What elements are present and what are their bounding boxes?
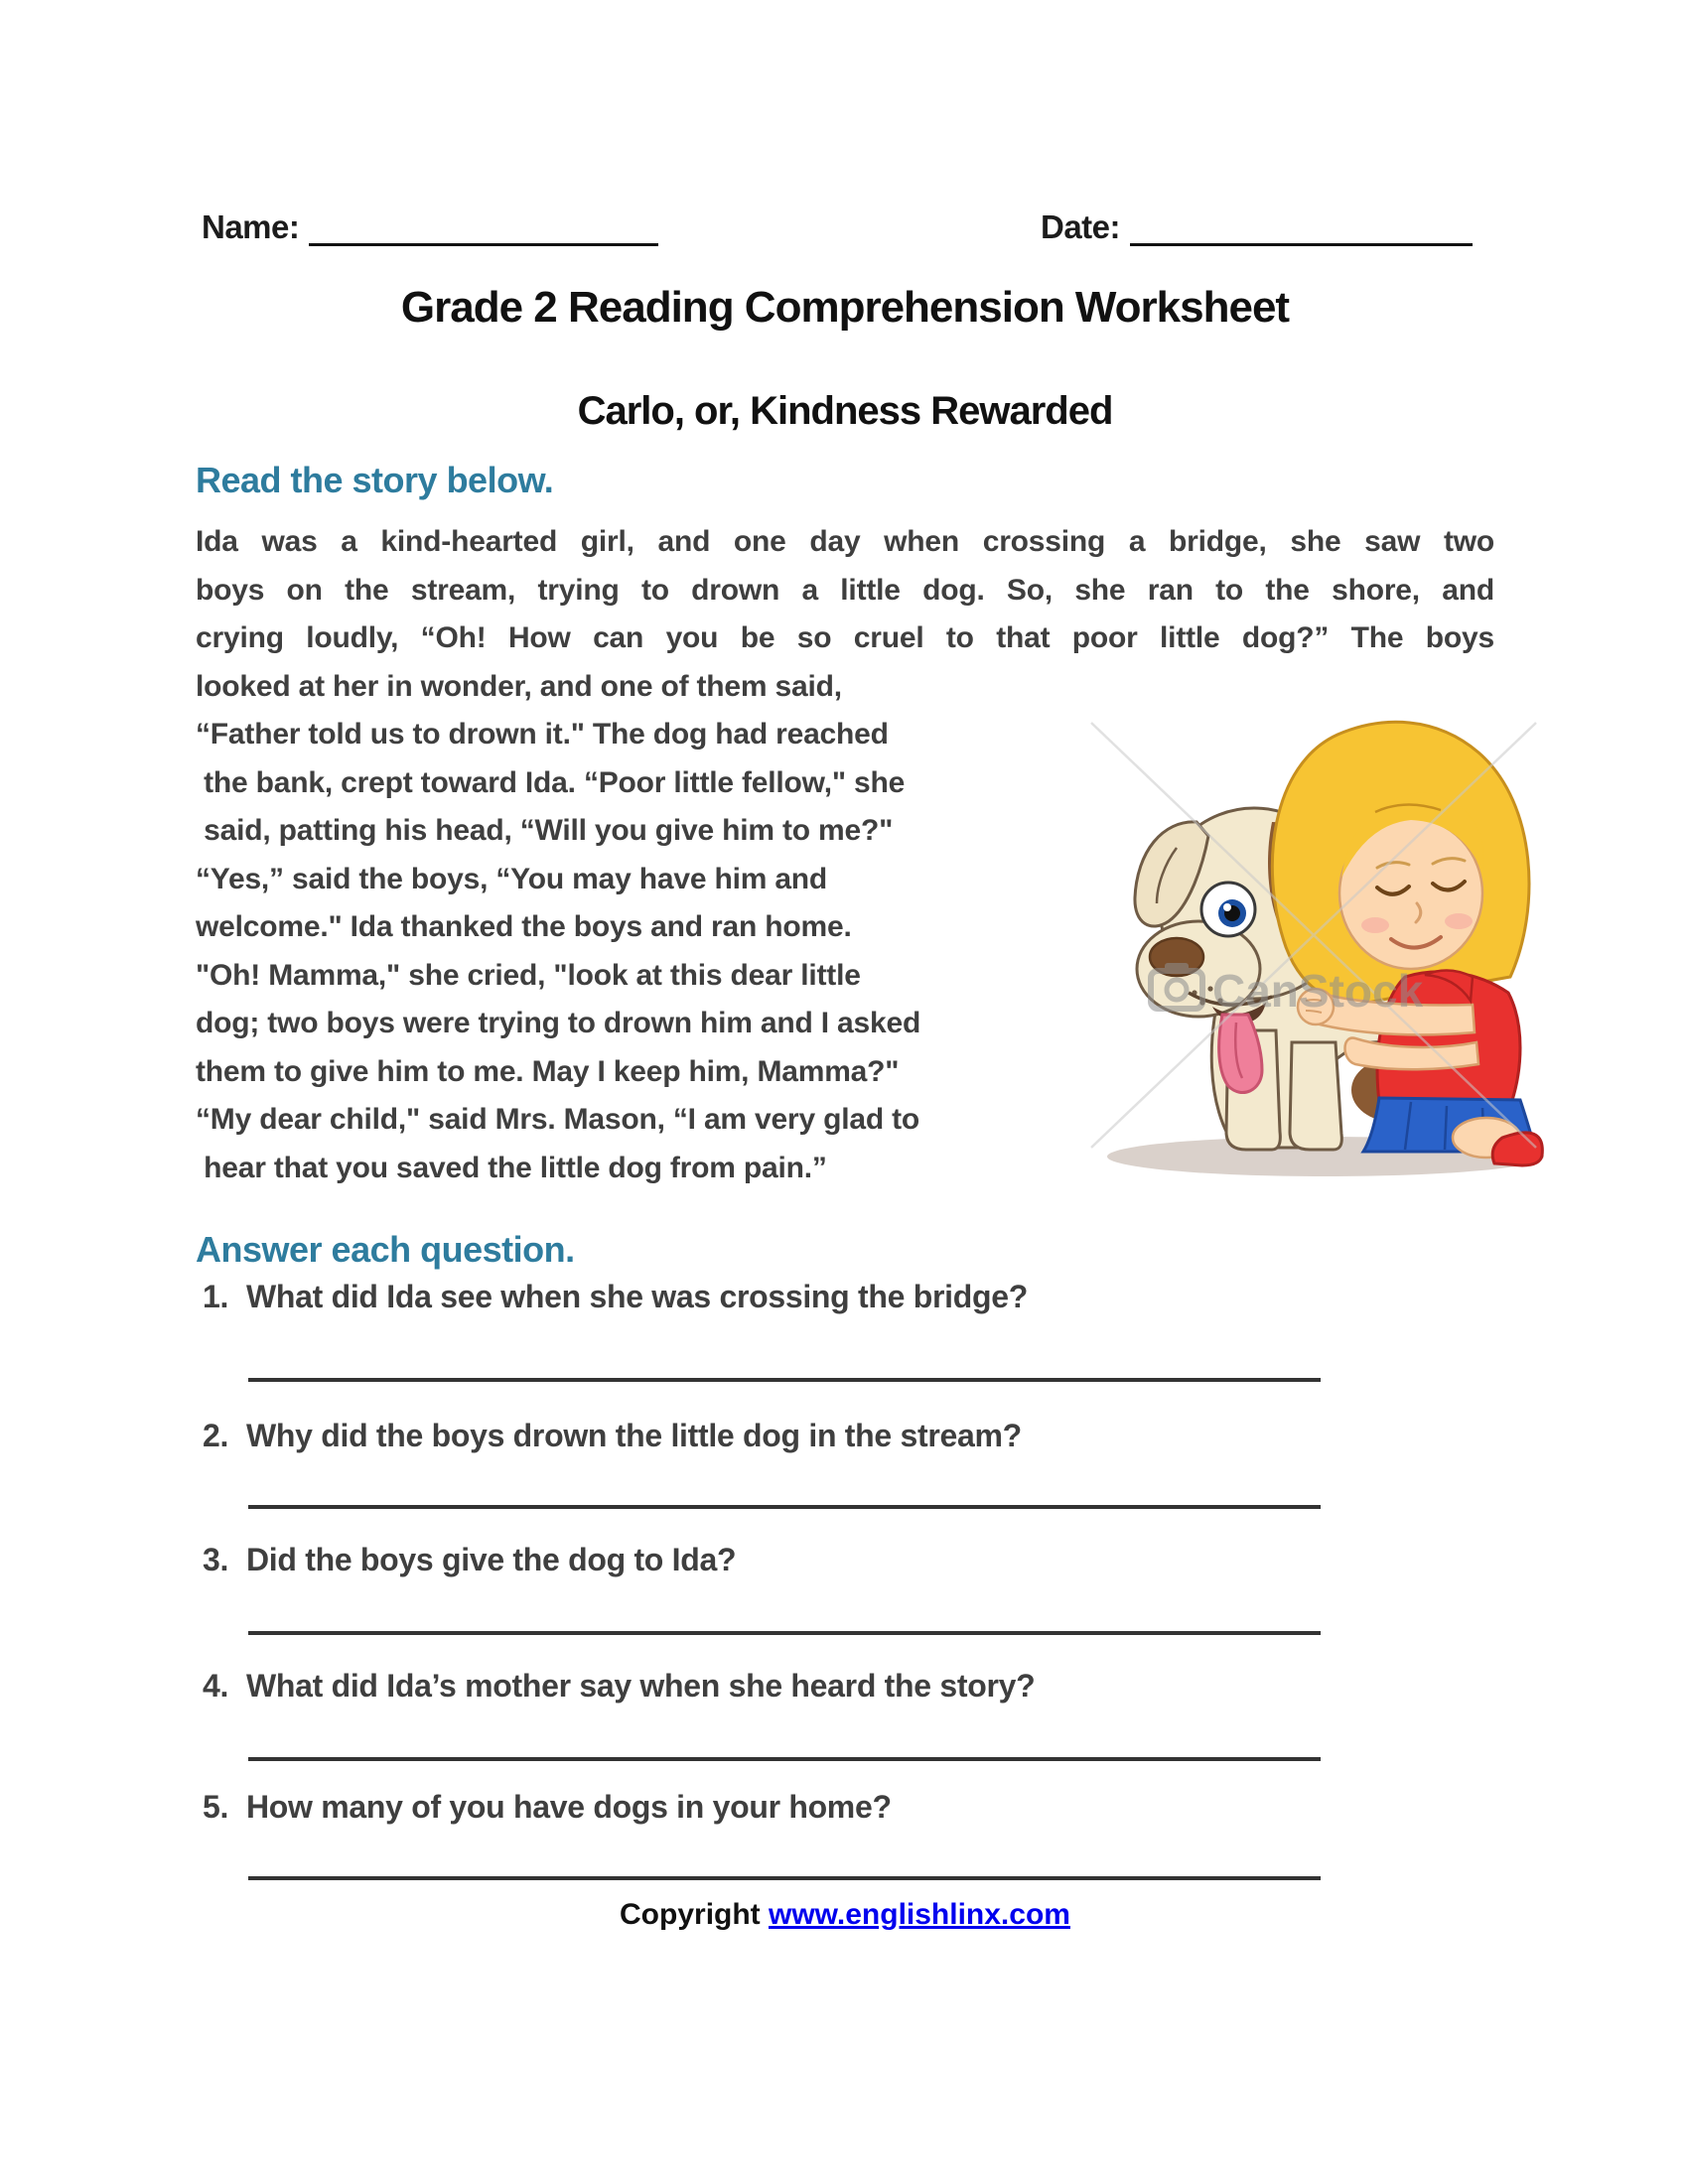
date-label: Date: (1041, 208, 1121, 245)
name-blank[interactable] (309, 210, 658, 246)
story-title: Carlo, or, Kindness Rewarded (577, 389, 1113, 433)
answer-blank[interactable] (248, 1876, 1321, 1880)
name-field-row (202, 208, 658, 246)
read-story-heading: Read the story below. (196, 460, 554, 500)
story-line: the bank, crept toward Ida. “Poor little fellow," she (196, 765, 906, 799)
girl-hugging-dog-illustration (1077, 673, 1549, 1184)
question-text: Did the boys give the dog to Ida? (246, 1542, 737, 1577)
question-row (203, 1279, 1028, 1315)
story-line: crying loudly, “Oh! How can you be so cruel to that poor little dog?” The boys (196, 621, 1494, 654)
name-label: Name: (202, 208, 300, 245)
page-title: Grade 2 Reading Comprehension Worksheet (400, 283, 1290, 332)
question-number: 1. (203, 1279, 229, 1314)
question-number: 4. (203, 1668, 229, 1704)
question-row (203, 1668, 1035, 1705)
story-line: “My dear child," said Mrs. Mason, “I am very glad to (196, 1103, 920, 1136)
watermark-text: CanStock (1212, 965, 1424, 1017)
story-line: “Father told us to drown it." The dog had reached (196, 718, 889, 751)
girl-hugging-dog-art (1077, 673, 1549, 1184)
date-blank[interactable] (1130, 210, 1473, 246)
story-line: said, patting his head, “Will you give him to me?" (196, 814, 894, 847)
date-field-row (1041, 208, 1473, 246)
story-line: them to give him to me. May I keep him, Mamma?" (196, 1054, 900, 1088)
question-row (203, 1418, 1022, 1454)
footer-copyright (196, 1898, 1494, 1932)
question-text: How many of you have dogs in your home? (246, 1789, 892, 1825)
story-line: dog; two boys were trying to drown him and I asked (196, 1007, 921, 1039)
question-number: 3. (203, 1542, 229, 1577)
story-line: "Oh! Mamma," she cried, "look at this dear little (196, 958, 861, 992)
story-line: boys on the stream, trying to drown a little dog. So, she ran to the shore, and (196, 573, 1494, 607)
question-text: What did Ida see when she was crossing the bridge? (246, 1279, 1028, 1314)
story-line: Ida was a kind-hearted girl, and one day when crossing a bridge, she saw two (196, 525, 1494, 558)
question-number: 5. (203, 1789, 229, 1825)
story-line: “Yes,” said the boys, “You may have him and (196, 862, 828, 895)
answer-blank[interactable] (248, 1505, 1321, 1509)
question-number: 2. (203, 1418, 229, 1453)
story-line: looked at her in wonder, and one of them said, (196, 669, 842, 703)
answer-blank[interactable] (248, 1631, 1321, 1635)
question-row (203, 1789, 892, 1826)
story-line: welcome." Ida thanked the boys and ran home. (196, 910, 852, 943)
copyright-label: Copyright (620, 1898, 770, 1931)
question-text: What did Ida’s mother say when she heard the story? (246, 1668, 1036, 1704)
question-text: Why did the boys drown the little dog in the stream? (246, 1418, 1022, 1453)
copyright-link[interactable]: www.englishlinx.com (769, 1898, 1070, 1931)
answer-blank[interactable] (248, 1757, 1321, 1761)
answer-questions-heading: Answer each question. (196, 1229, 575, 1270)
story-line: hear that you saved the little dog from pain.” (196, 1151, 827, 1184)
answer-blank[interactable] (248, 1378, 1321, 1382)
question-row (203, 1542, 736, 1578)
